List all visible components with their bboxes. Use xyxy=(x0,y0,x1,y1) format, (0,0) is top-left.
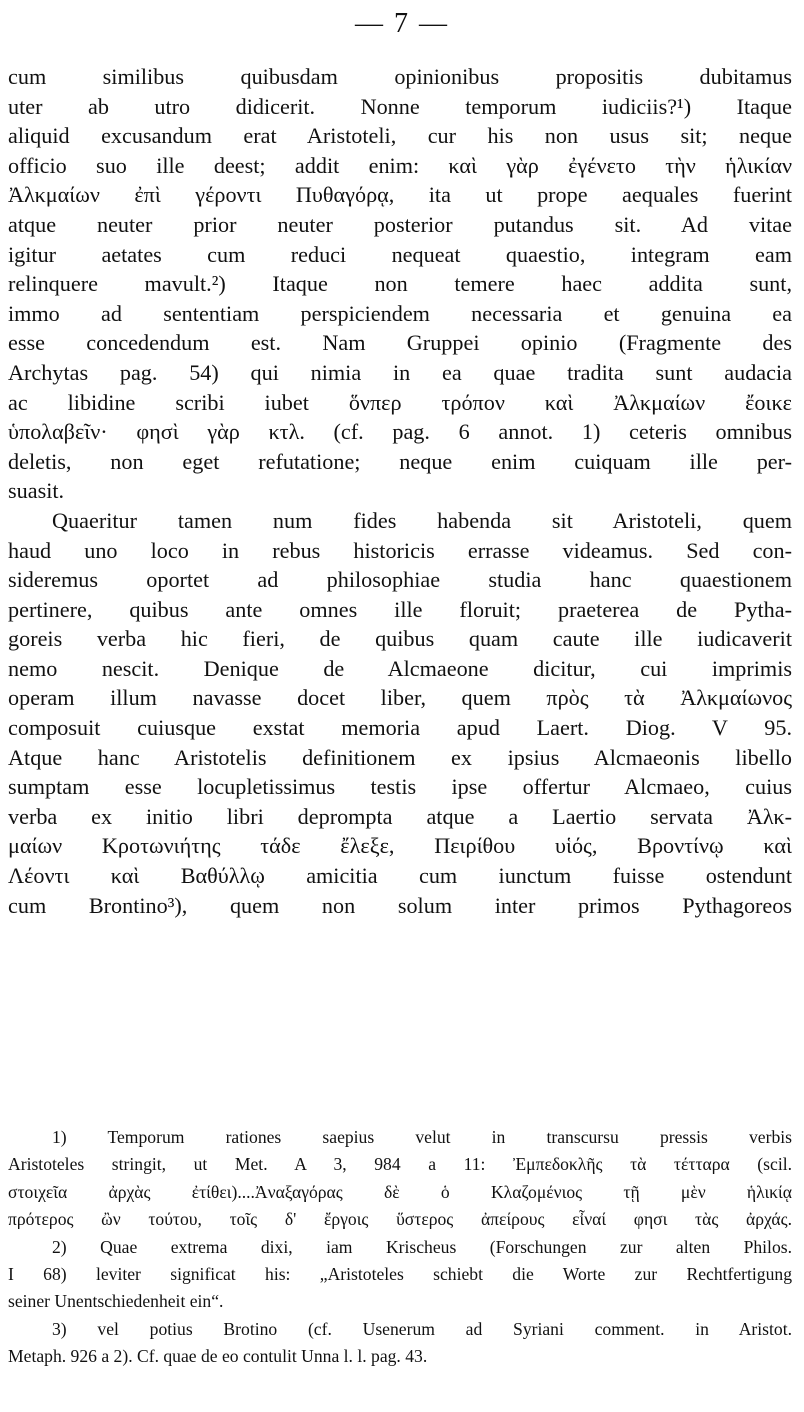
text-line: composuit cuiusque exstat memoria apud Laert. Diog. V 95. xyxy=(8,715,792,741)
footnote-line: seiner Unentschiedenheit ein“. xyxy=(8,1291,224,1312)
text-line: ac libidine scribi iubet ὅνπερ τρόπον καὶ Ἀλκμαίων ἔοικε xyxy=(8,389,792,415)
footnote-line: Aristoteles stringit, ut Met. A 3, 984 a 11: Ἐμπεδοκλῆς τὰ τέτταρα (scil. xyxy=(8,1154,792,1175)
footnote-line: στοιχεῖα ἀρχὰς ἐτίθει)....Ἀναξαγόρας δὲ ὁ Κλαζομένιος τῇ μὲν ἡλικίᾳ xyxy=(8,1181,792,1202)
page-number: — 7 — xyxy=(355,8,449,39)
text-line: igitur aetates cum reduci nequeat quaestio, integram eam xyxy=(8,241,792,267)
text-line: haud uno loco in rebus historicis errasse videamus. Sed con- xyxy=(8,537,792,563)
text-line: Λέοντι καὶ Βαθύλλῳ amicitia cum iunctum fuisse ostendunt xyxy=(8,863,792,889)
footnote-line: 2) Quae extrema dixi, iam Krischeus (Forschungen zur alten Philos. xyxy=(52,1236,792,1257)
text-line: uter ab utro didicerit. Nonne temporum iudiciis?¹) Itaque xyxy=(8,93,792,119)
main-text xyxy=(8,62,792,920)
text-line: sumptam esse locupletissimus testis ipse offertur Alcmaeo, cuius xyxy=(8,774,792,800)
footnote-line: I 68) leviter significat his: „Aristoteles schiebt die Worte zur Rechtfertigung xyxy=(8,1263,792,1284)
footnote-line: 1) Temporum rationes saepius velut in transcursu pressis verbis xyxy=(52,1127,792,1147)
text-line: Ἀλκμαίων ἐπὶ γέροντι Πυθαγόρᾳ, ita ut prope aequales fuerint xyxy=(8,182,792,208)
text-line: verba ex initio libri deprompta atque a Laertio servata Ἀλκ- xyxy=(8,803,792,829)
text-line: aliquid excusandum erat Aristoteli, cur his non usus sit; neque xyxy=(8,123,792,149)
text-line: Quaeritur tamen num fides habenda sit Aristoteli, quem xyxy=(52,507,792,533)
footnote-line: Metaph. 926 a 2). Cf. quae de eo contulit Unna l. l. pag. 43. xyxy=(8,1346,428,1367)
text-line: relinquere mavult.²) Itaque non temere haec addita sunt, xyxy=(8,271,792,297)
text-line: ὑπολαβεῖν· φησὶ γὰρ κτλ. (cf. pag. 6 annot. 1) ceteris omnibus xyxy=(8,419,792,445)
text-line: goreis verba hic fieri, de quibus quam caute ille iudicaverit xyxy=(8,626,792,652)
text-line: atque neuter prior neuter posterior putandus sit. Ad vitae xyxy=(8,211,792,237)
text-line: Atque hanc Aristotelis definitionem ex ipsius Alcmaeonis libello xyxy=(8,744,792,770)
footnote-line: πρότερος ὢν τούτου, τοῖς δ' ἔργοις ὕστερος ἀπείρους εἶναί φησι τὰς ἀρχάς. xyxy=(8,1209,792,1230)
text-line: Archytas pag. 54) qui nimia in ea quae tradita sunt audacia xyxy=(8,359,792,385)
text-line: sideremus oportet ad philosophiae studia hanc quaestionem xyxy=(8,567,792,593)
text-line: suasit. xyxy=(8,478,65,504)
text-line: deletis, non eget refutatione; neque enim cuiquam ille per- xyxy=(8,448,792,474)
text-line: cum Brontino³), quem non solum inter primos Pythagoreos xyxy=(8,892,792,918)
text-line: esse concedendum est. Nam Gruppei opinio (Fragmente des xyxy=(8,330,792,356)
text-line: pertinere, quibus ante omnes ille floruit; praeterea de Pytha- xyxy=(8,596,792,622)
text-line: operam illum navasse docet liber, quem πρὸς τὰ Ἀλκμαίωνος xyxy=(8,685,792,711)
text-line: cum similibus quibusdam opinionibus propositis dubitamus xyxy=(8,64,792,89)
footnote-line: 3) vel potius Brotino (cf. Usenerum ad Syriani comment. in Aristot. xyxy=(52,1318,792,1339)
footnotes xyxy=(8,1124,792,1371)
text-line: nemo nescit. Denique de Alcmaeone dicitur, cui imprimis xyxy=(8,655,792,681)
text-line: officio suo ille deest; addit enim: καὶ γὰρ ἐγένετο τὴν ἡλικίαν xyxy=(8,152,792,178)
text-line: μαίων Κροτωνιήτης τάδε ἔλεξε, Πειρίθου υἱός, Βροντίνῳ καὶ xyxy=(8,833,792,859)
text-line: immo ad sententiam perspiciendem necessaria et genuina ea xyxy=(8,300,792,326)
